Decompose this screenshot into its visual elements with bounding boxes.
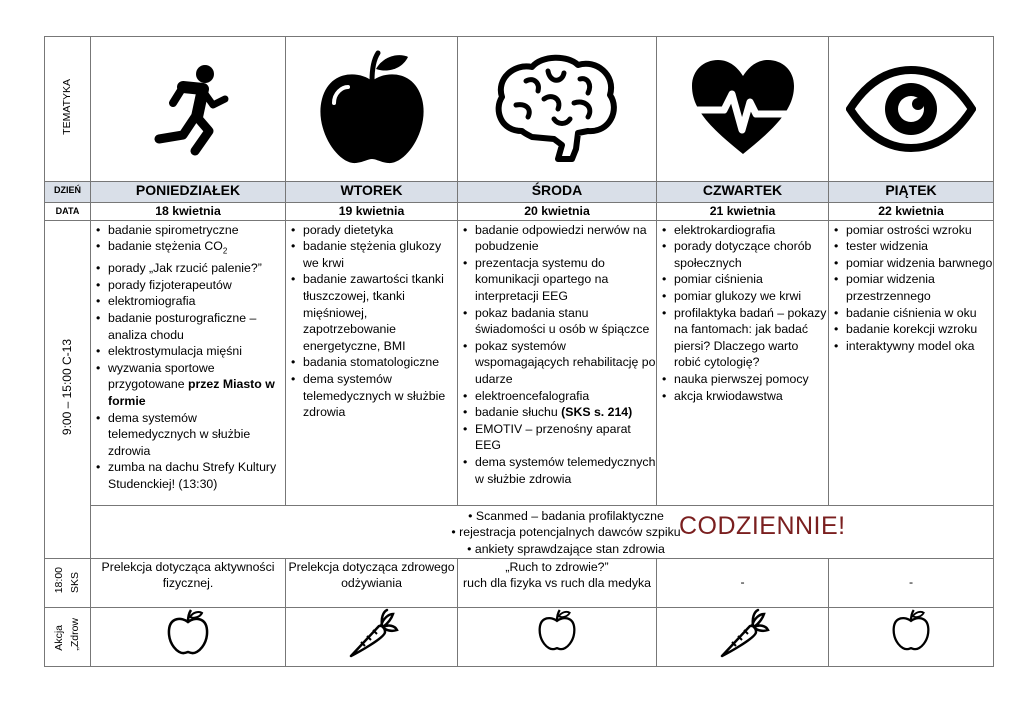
list-item: • akcja krwiodawstwa	[660, 388, 828, 405]
list-item	[94, 238, 285, 260]
activities-row	[45, 220, 994, 505]
evening-tuesday: Prelekcja dotycząca zdrowego odżywiania	[286, 558, 458, 607]
apple-outline-icon	[891, 608, 931, 652]
list-item: • porady dietetyka	[289, 222, 457, 239]
apple-outline-icon	[166, 608, 210, 656]
list-item	[461, 404, 656, 421]
carrot-icon	[345, 608, 399, 662]
evening-title: „Ruch to zdrowie?”	[505, 559, 609, 574]
item-bold-text: (SKS s. 214)	[561, 405, 633, 420]
tematyka-cell	[45, 37, 91, 182]
friday-activities	[829, 220, 994, 505]
akcja-label-line2: „Zdrow	[69, 618, 82, 651]
list-item: • badanie stężenia glukozy we krwi	[289, 238, 457, 271]
evening-monday: Prelekcja dotycząca aktywności fizycznej.	[91, 558, 286, 607]
evening-wednesday	[458, 558, 657, 607]
apple-icon	[312, 49, 432, 169]
list-item: • porady fizjoterapeutów	[94, 277, 285, 294]
brain-icon	[492, 49, 622, 169]
list-item: • nauka pierwszej pomocy	[660, 371, 828, 388]
akcja-thursday	[657, 607, 829, 667]
eye-icon	[846, 64, 976, 154]
list-item: • badanie posturograficzne – analiza chodu	[94, 310, 285, 343]
daily-label: CODZIENNIE!	[679, 511, 846, 540]
day-thursday: CZWARTEK	[657, 182, 829, 203]
date-row	[45, 203, 994, 221]
list-item: • EMOTIV – przenośny aparat EEG	[461, 421, 656, 454]
item-text: badanie słuchu	[475, 405, 562, 420]
evening-subtitle: ruch dla fizyka vs ruch dla medyka	[463, 576, 651, 591]
daily-item-text: ankiety sprawdzające stan zdrowia	[474, 541, 665, 556]
daily-row	[45, 505, 994, 558]
akcja-row	[45, 607, 994, 667]
list-item: • badanie zawartości tkanki tłuszczowej, tkanki mięśniowej, zapotrzebowanie energetyczne, BMI	[289, 271, 457, 354]
list-item: • profilaktyka badań – pokazy na fantomach: jak badać piersi? Dlaczego warto robić cytologię?	[660, 305, 828, 371]
day-row	[45, 182, 994, 203]
list-item: • badanie odpowiedzi nerwów na pobudzenie	[461, 222, 656, 255]
running-person-icon	[143, 59, 233, 159]
akcja-label-line1: Akcja	[52, 625, 65, 651]
list-item: • badania stomatologiczne	[289, 354, 457, 371]
list-item: • dema systemów telemedycznych w służbie zdrowia	[94, 410, 285, 460]
day-tuesday: WTOREK	[286, 182, 458, 203]
akcja-friday	[829, 607, 994, 667]
wednesday-activities	[458, 220, 657, 505]
list-item: • elektroencefalografia	[461, 388, 656, 405]
daily-item: • rejestracja potencjalnych dawców szpiku	[451, 525, 681, 540]
daily-item: • Scanmed – badania profilaktyczne	[468, 508, 664, 523]
daily-item: • ankiety sprawdzające stan zdrowia	[467, 541, 665, 556]
date-monday: 18 kwietnia	[91, 203, 286, 221]
sks-place-label: SKS	[69, 572, 82, 594]
akcja-wednesday	[458, 607, 657, 667]
thursday-topic	[657, 37, 829, 182]
thursday-activities	[657, 220, 829, 505]
list-item: • elektrostymulacja mięśni	[94, 343, 285, 360]
list-item: • pomiar widzenia barwnego	[832, 255, 993, 272]
list-item: • badanie ciśnienia w oku	[832, 305, 993, 322]
list-item: • pomiar widzenia przestrzennego	[832, 271, 993, 304]
list-item: • pomiar ciśnienia	[660, 271, 828, 288]
carrot-icon	[716, 608, 770, 662]
list-item: • porady „Jak rzucić palenie?”	[94, 260, 285, 277]
list-item: • prezentacja systemu do komunikacji opartego na interpretacji EEG	[461, 255, 656, 305]
friday-topic	[829, 37, 994, 182]
day-wednesday: ŚRODA	[458, 182, 657, 203]
data-label: DATA	[45, 203, 91, 221]
dzien-label: DZIEŃ	[45, 182, 91, 203]
daily-cell	[91, 505, 994, 558]
topics-row	[45, 37, 994, 182]
apple-outline-icon	[537, 608, 577, 652]
item-text: badanie stężenia CO	[108, 239, 223, 254]
date-thursday: 21 kwietnia	[657, 203, 829, 221]
akcja-cell	[45, 607, 91, 667]
schedule-table	[44, 36, 994, 667]
wednesday-topic	[458, 37, 657, 182]
daily-item-text: Scanmed – badania profilaktyczne	[475, 508, 664, 523]
evening-thursday: -	[657, 558, 829, 607]
akcja-tuesday	[286, 607, 458, 667]
monday-topic	[91, 37, 286, 182]
sks-time-label: 18:00	[52, 567, 65, 594]
list-item: • elektrokardiografia	[660, 222, 828, 239]
list-item: • interaktywny model oka	[832, 338, 993, 355]
evening-row	[45, 558, 994, 607]
list-item: • porady dotyczące chorób społecznych	[660, 238, 828, 271]
list-item	[94, 360, 285, 410]
list-item: • badanie spirometryczne	[94, 222, 285, 239]
monday-activities	[91, 220, 286, 505]
evening-friday: -	[829, 558, 994, 607]
date-tuesday: 19 kwietnia	[286, 203, 458, 221]
heart-pulse-icon	[688, 54, 798, 164]
list-item: • tester widzenia	[832, 238, 993, 255]
time-label: 9:00 – 15:00 C-13	[60, 338, 75, 435]
list-item: • pokaz systemów wspomagających rehabilitację po udarze	[461, 338, 656, 388]
item-subscript: 2	[222, 246, 228, 256]
daily-item-text: rejestracja potencjalnych dawców szpiku	[459, 525, 681, 540]
list-item: • dema systemów telemedycznych w służbie zdrowia	[461, 454, 656, 487]
day-monday: PONIEDZIAŁEK	[91, 182, 286, 203]
list-item: • pomiar ostrości wzroku	[832, 222, 993, 239]
date-friday: 22 kwietnia	[829, 203, 994, 221]
list-item: • elektromiografia	[94, 293, 285, 310]
list-item: • pokaz badania stanu świadomości u osób w śpiączce	[461, 305, 656, 338]
list-item: • badanie korekcji wzroku	[832, 321, 993, 338]
list-item: • dema systemów telemedycznych w służbie zdrowia	[289, 371, 457, 421]
list-item: • zumba na dachu Strefy Kultury Studenckiej! (13:30)	[94, 459, 285, 492]
day-friday: PIĄTEK	[829, 182, 994, 203]
list-item: • pomiar glukozy we krwi	[660, 288, 828, 305]
akcja-monday	[91, 607, 286, 667]
tuesday-topic	[286, 37, 458, 182]
date-wednesday: 20 kwietnia	[458, 203, 657, 221]
time-cell	[45, 220, 91, 558]
tematyka-label: TEMATYKA	[61, 78, 74, 135]
item-text: wyzwania sportowe przygotowane	[108, 360, 215, 392]
sks-cell	[45, 558, 91, 607]
item-bold-text: przez Miasto w formie	[108, 377, 275, 408]
tuesday-activities	[286, 220, 458, 505]
